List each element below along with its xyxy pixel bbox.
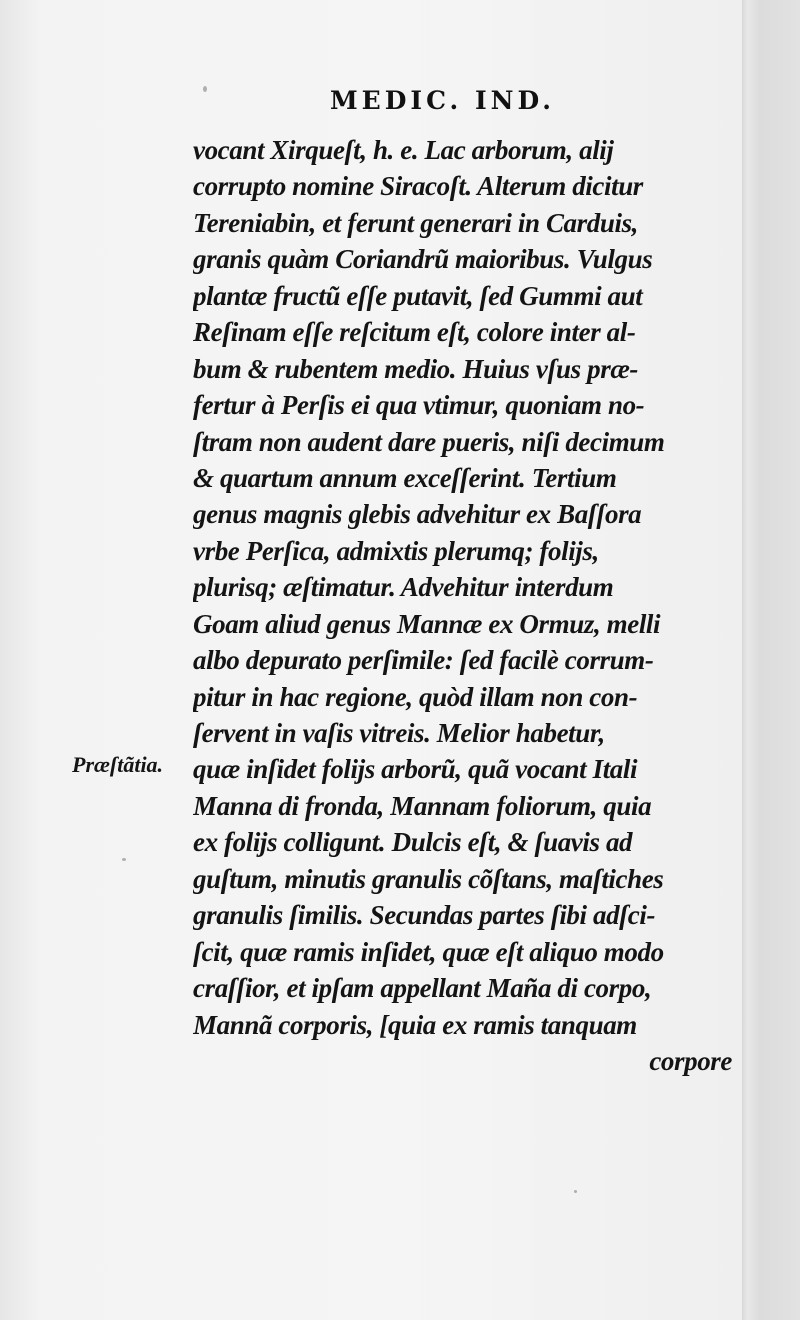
text-line: Mannã corporis, [quia ex ramis tanquam — [193, 1009, 637, 1040]
ink-speck — [203, 86, 207, 92]
text-line: pitur in hac regione, quòd illam non con- — [193, 681, 638, 712]
text-line: plantæ fructũ eſſe putavit, ſed Gummi aut — [193, 280, 643, 311]
text-line: guſtum, minutis granulis cõſtans, maſtiches — [193, 863, 664, 894]
catchword: corpore — [649, 1045, 732, 1076]
text-line: ex folijs colligunt. Dulcis eſt, & ſuavis ad — [193, 827, 633, 858]
text-line: craſſior, et ipſam appellant Mañа di corpo, — [193, 973, 652, 1004]
text-line: quæ inſidet folijs arborũ, quã vocant Itali — [193, 754, 638, 785]
text-line: & quartum annum exceſſerint. Tertium — [193, 462, 617, 493]
text-line: ſcit, quæ ramis inſidet, quæ eſt aliquo modo — [193, 936, 664, 967]
text-line: vrbe Perſica, admixtis plerumq; folijs, — [193, 535, 599, 566]
body-text — [193, 132, 738, 1079]
margin-note: Præſtãtia. — [72, 752, 164, 777]
text-line: Reſinam eſſe reſcitum eſt, colore inter al- — [193, 317, 636, 348]
text-line: bum & rubentem medio. Huius vſus præ- — [193, 353, 639, 384]
text-line: vocant Xirqueſt, h. e. Lac arborum, alij — [193, 135, 614, 165]
text-line: fertur à Perſis ei qua vtimur, quoniam no- — [193, 390, 645, 421]
text-line: albo depurato perſimile: ſed facilè corrum- — [193, 645, 654, 676]
text-line: plurisq; æſtimatur. Advehitur interdum — [193, 572, 614, 603]
running-head: MEDIC. IND. — [330, 86, 556, 115]
ink-speck — [122, 858, 126, 861]
text-line: Goam aliud genus Mannæ ex Ormuz, melli — [193, 608, 661, 639]
text-line: ſtram non audent dare pueris, niſi decimum — [193, 426, 665, 457]
text-line: Manna di fronda, Mannam foliorum, quia — [193, 790, 652, 821]
text-line: granulis ſimilis. Secundas partes ſibi adſci- — [193, 900, 656, 931]
text-line: granis quàm Coriandrũ maioribus. Vulgus — [193, 244, 653, 275]
text-line: genus magnis glebis advehitur ex Baſſora — [193, 499, 642, 530]
text-line: Tereniabin, et ferunt generari in Carduis, — [193, 207, 639, 238]
ink-speck — [574, 1190, 577, 1193]
text-line: corrupto nomine Siracoſt. Alterum dicitur — [193, 171, 643, 202]
text-line: ſervent in vaſis vitreis. Melior habetur, — [193, 718, 605, 748]
